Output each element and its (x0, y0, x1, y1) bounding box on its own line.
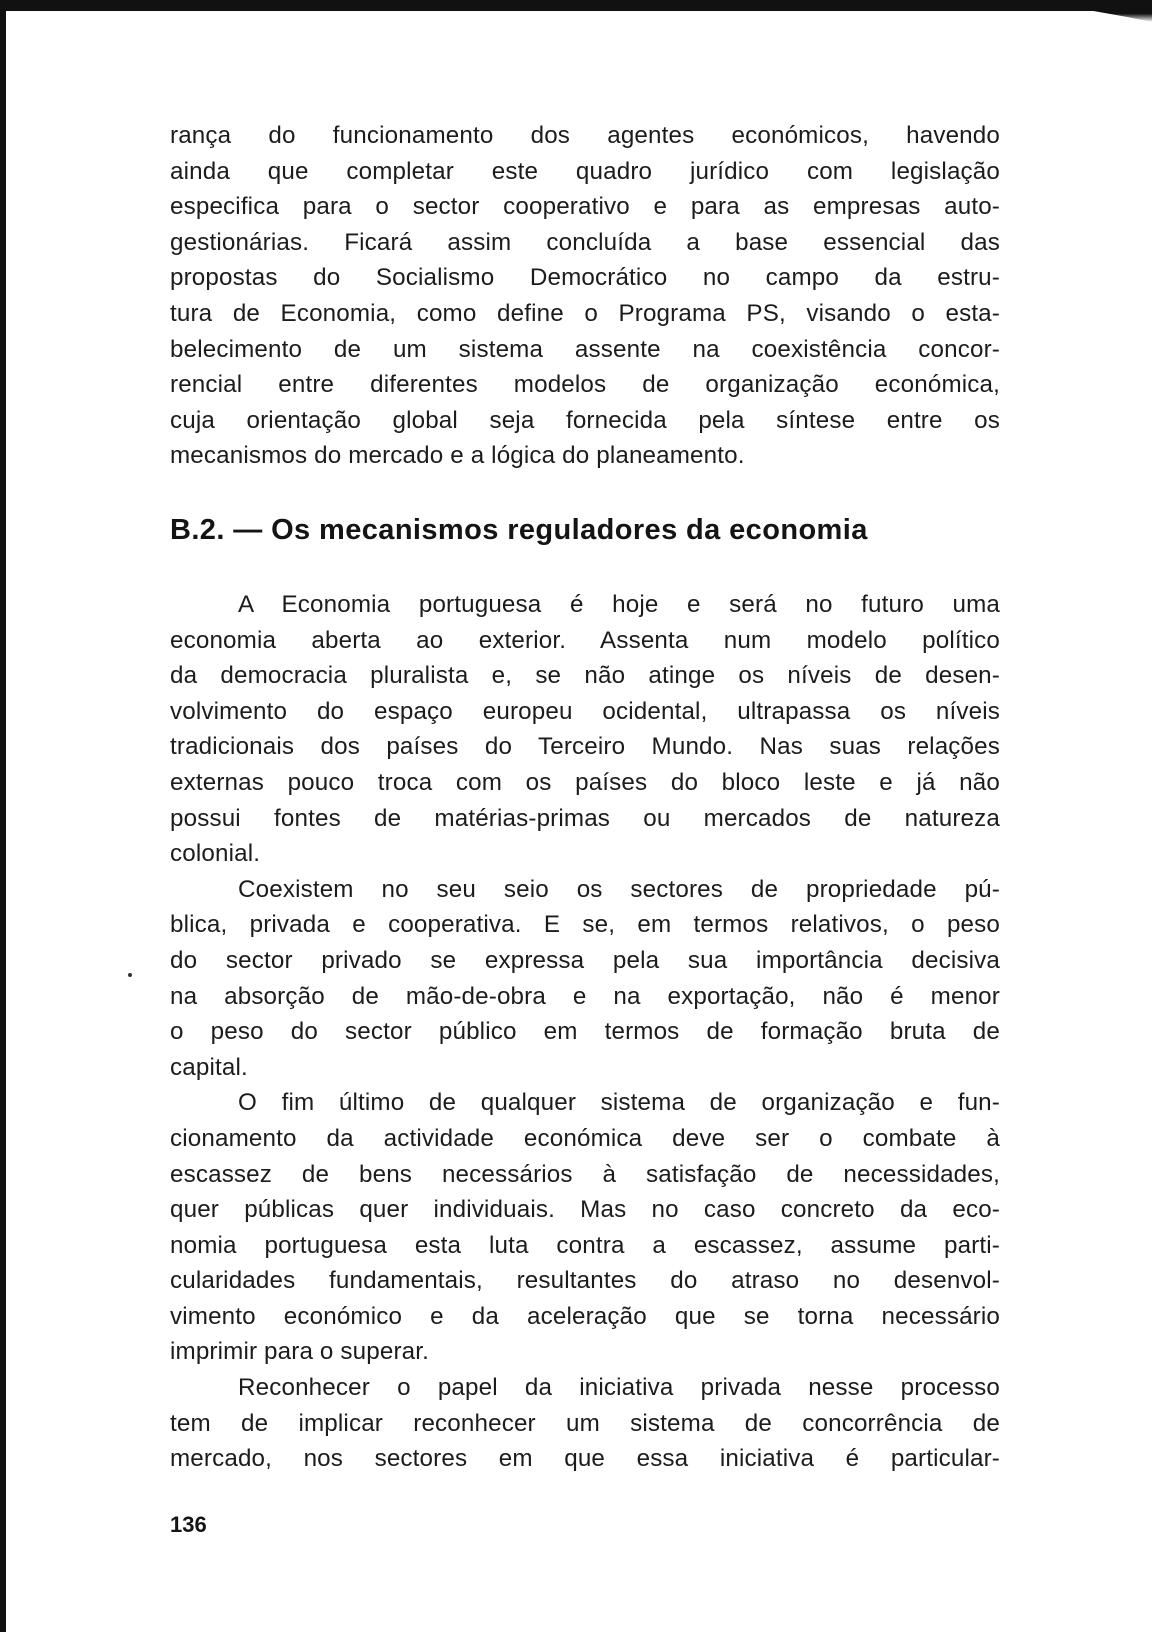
text-line: Reconhecer o papel da iniciativa privada nesse processo (238, 1374, 1000, 1402)
stray-ink-dot (128, 973, 132, 977)
text-line: do sector privado se expressa pela sua importância decisiva (170, 946, 1000, 974)
text-line: A Economia portuguesa é hoje e será no futuro uma (238, 591, 1000, 618)
text-line: O fim último de qualquer sistema de organização e fun- (238, 1089, 1000, 1117)
text-line: escassez de bens necessários à satisfação de necessidades, (170, 1160, 1000, 1188)
text-line: vimento económico e da aceleração que se torna necessário (170, 1302, 1000, 1330)
text-line: Coexistem no seu seio os sectores de propriedade pú- (238, 875, 1000, 903)
text-line: especifica para o sector cooperativo e para as empresas auto- (170, 193, 1000, 221)
text-line: cularidades fundamentais, resultantes do atraso no desenvol- (170, 1267, 1000, 1295)
text-line: economia aberta ao exterior. Assenta num modelo político (170, 626, 1000, 654)
scan-border-left (0, 0, 6, 1632)
text-line: na absorção de mão-de-obra e na exportação, não é menor (170, 982, 1000, 1010)
text-line: colonial. (170, 840, 261, 868)
text-line: gestionárias. Ficará assim concluída a base essencial das (170, 228, 1000, 256)
text-line: ainda que completar este quadro jurídico com legislação (170, 157, 1000, 185)
text-line: tradicionais dos países do Terceiro Mundo. Nas suas relações (170, 733, 1000, 761)
text-line: volvimento do espaço europeu ocidental, ultrapassa os níveis (170, 697, 1000, 725)
scan-border-top (0, 0, 1152, 11)
text-line: possui fontes de matérias-primas ou mercados de natureza (170, 804, 1000, 832)
text-line: mercado, nos sectores em que essa iniciativa é particular- (170, 1445, 1000, 1473)
continuation-paragraph (170, 118, 1000, 474)
text-line: rança do funcionamento dos agentes económicos, havendo (170, 122, 1000, 149)
text-line: mecanismos do mercado e a lógica do planeamento. (170, 442, 745, 470)
text-line: tem de implicar reconhecer um sistema de concorrência de (170, 1409, 1000, 1437)
paragraph-1 (170, 587, 1000, 872)
text-line: capital. (170, 1053, 248, 1081)
section-heading: B.2. — Os mecanismos reguladores da economia (170, 514, 868, 546)
text-line: quer públicas quer individuais. Mas no caso concreto da eco- (170, 1196, 1000, 1224)
paragraph-4 (170, 1370, 1000, 1477)
text-line: propostas do Socialismo Democrático no campo da estru- (170, 264, 1000, 292)
text-line: cionamento da actividade económica deve ser o combate à (170, 1124, 1000, 1152)
text-line: o peso do sector público em termos de formação bruta de (170, 1018, 1000, 1046)
text-line: belecimento de um sistema assente na coexistência concor- (170, 335, 1000, 363)
scan-corner-mark (1092, 8, 1152, 22)
text-line: imprimir para o superar. (170, 1338, 429, 1366)
text-line: rencial entre diferentes modelos de organização económica, (170, 371, 1000, 399)
text-line: da democracia pluralista e, se não atinge os níveis de desen- (170, 662, 1000, 690)
text-line: externas pouco troca com os países do bloco leste e já não (170, 768, 1000, 796)
text-line: nomia portuguesa esta luta contra a escassez, assume parti- (170, 1231, 1000, 1259)
page-number: 136 (170, 1512, 207, 1537)
paragraph-2 (170, 872, 1000, 1086)
text-line: tura de Economia, como define o Programa PS, visando o esta- (170, 299, 1000, 327)
text-line: blica, privada e cooperativa. E se, em termos relativos, o peso (170, 911, 1000, 939)
paragraph-3 (170, 1085, 1000, 1370)
text-line: cuja orientação global seja fornecida pela síntese entre os (170, 406, 1000, 434)
section-body (170, 587, 1000, 1477)
